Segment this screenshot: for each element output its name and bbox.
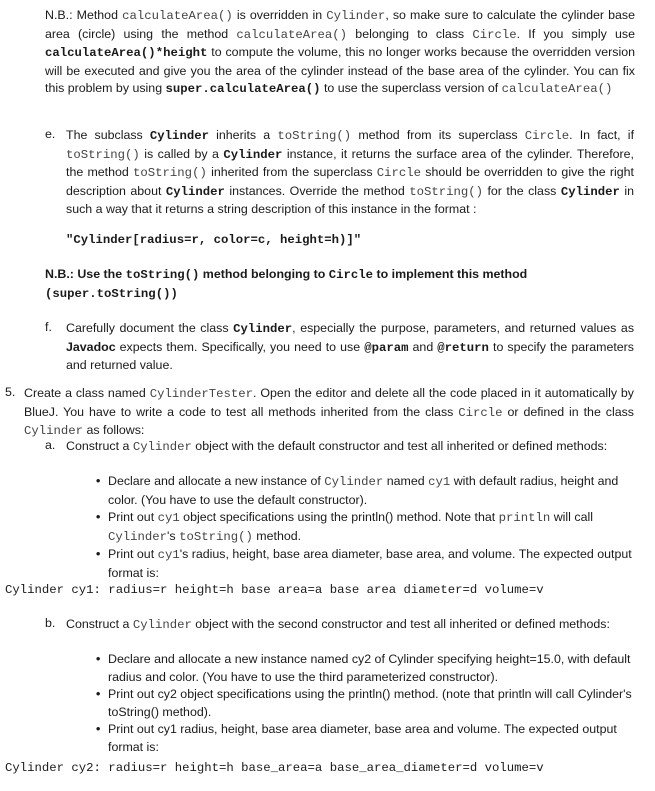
item-5a-label: a. — [45, 438, 56, 452]
list-item: • Print out cy2 object specifications using the println() method. (note that println will call Cylinder's toString() method). — [96, 686, 632, 721]
item-e-text: The subclass Cylinder inherits a toString() method from its superclass Circle. In fact, if toString() is called by a Cylinder instance, it returns the surface area of the cylinder. Therefore, the method toString() inherited from the superclass Circle should be overridden to give the right description about Cylinder instances. Override the method toString() for the class Cylinder in such a way that it returns a string description of this instance in the format : — [66, 128, 635, 216]
item-f-text: Carefully document the class Cylinder, especially the purpose, parameters, and returned values as Javadoc expects them. Specifically, you need to use @param and @return to specify the parameters and returned value. — [66, 321, 635, 372]
item-e-label: e. — [45, 127, 56, 141]
item-f-label: f. — [45, 320, 52, 334]
list-item: • Declare and allocate a new instance of Cylinder named cy1 with default radius, height and color. (You have to use the default constructor). — [96, 473, 632, 509]
item-5b-bullets — [96, 651, 632, 756]
nb-tostring-note: N.B.: Use the toString() method belonging to Circle to implement this method (super.toString()) — [45, 267, 528, 301]
expected-output-cy2: Cylinder cy2: radius=r height=h base_area=a base_area_diameter=d volume=v — [5, 761, 544, 775]
item-5b-label: b. — [45, 616, 56, 630]
list-item: • Declare and allocate a new instance named cy2 of Cylinder specifying height=15.0, with default radius and color. (You have to use the third parameterized constructor). — [96, 651, 632, 686]
item-5b-text: Construct a Cylinder object with the second constructor and test all inherited or defined methods: — [66, 617, 610, 632]
item-5a-bullets — [96, 473, 632, 582]
item-5-label: 5. — [5, 385, 16, 399]
list-item: • Print out cy1 radius, height, base area diameter, base area and volume. The expected output format is: — [96, 721, 632, 756]
nb-override-note: N.B.: Method calculateArea() is overridden in Cylinder, so make sure to calculate the cylinder base area (circle) using the method calculateArea() belonging to class Circle. If you simply use calculateArea()*height to compute the volume, this no longer works because the overridden version will be executed and give you the area of the cylinder instead of the base area of the cylinder. You can fix this problem by using super.calculateArea() to use the superclass version of calculateArea() — [45, 8, 635, 96]
list-item: • Print out cy1's radius, height, base area diameter, base area, and volume. The expected output format is: — [96, 546, 632, 582]
list-item: • Print out cy1 object specifications using the println() method. Note that println will call Cylinder's toString() method. — [96, 509, 632, 546]
item-5-text: Create a class named CylinderTester. Open the editor and delete all the code placed in it automatically by BlueJ. You have to write a code to test all methods inherited from the class Circle or defined in the class Cylinder as follows: — [24, 386, 635, 438]
tostring-format: "Cylinder[radius=r, color=c, height=h)]" — [66, 233, 362, 247]
item-5a-text: Construct a Cylinder object with the default constructor and test all inherited or defined methods: — [66, 439, 608, 454]
expected-output-cy1: Cylinder cy1: radius=r height=h base area=a base area diameter=d volume=v — [5, 583, 544, 597]
